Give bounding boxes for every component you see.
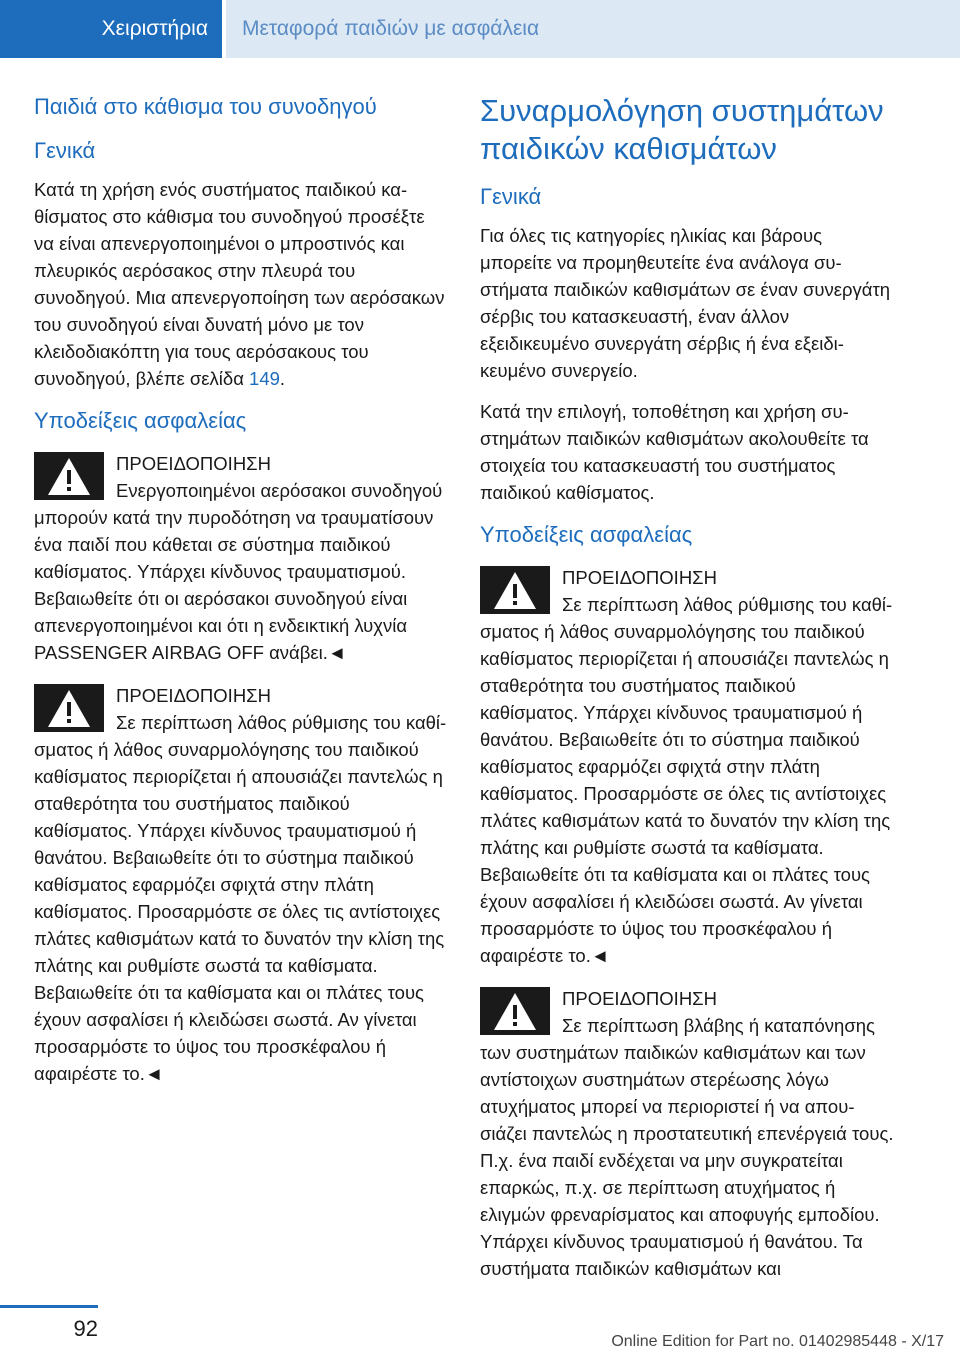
warning-label: ΠΡΟΕΙΔΟΠΟΙΗΣΗ — [562, 988, 717, 1009]
warning-block — [480, 564, 894, 969]
warning-block — [34, 450, 448, 666]
page-link[interactable]: 149 — [249, 368, 280, 389]
safety-heading: Υποδείξεις ασφαλείας — [34, 408, 247, 433]
warning-text: Σε περίπτωση λάθος ρύθμισης του καθίσματος ή λάθος συναρμολόγησης του παιδικού καθίσματος περιορίζεται ή απουσιάζει παντελώς η σταθερότητα του συστήματος παιδικού καθίσματος. Υπάρχει κίνδυνος τραυματισμού ή θανάτου. Βεβαιωθείτε ότι το σύστημα παιδικού καθίσματος εφαρμόζει σφιχτά στην πλάτη καθίσματος. Προσαρμόστε σε όλες τις αντίστοιχες πλάτες καθισμάτων κατά το δυνατόν την κλίση της πλάτης και ρυθμίστε σωστά τα καθίσματα. Βεβαιωθείτε ότι τα καθίσματα και οι πλάτες τους έχουν ασφαλίσει ή κλειδώσει σωστά. Αν γίνεται προσαρμόστε το ύψος του προσκέφαλου ή αφαιρέστε το.◄ — [480, 594, 893, 966]
general-heading: Γενικά — [480, 184, 542, 209]
warning-text: Σε περίπτωση βλάβης ή καταπόνησης των συστημάτων παιδικών καθισμάτων και των αντίστοιχων συστημάτων στερέωσης λόγω ατυχήματος μπορεί να περιοριστεί ή να απουσιάζει παντελώς η προστατευτική επενέργειά τους. Π.χ. ένα παιδί ενδέχεται να μην συγκρατείται επαρκώς, π.χ. σε περίπτωση ατυχήματος ή ελιγμών φρεναρίσματος και αποφυγής εμποδίου. Υπάρχει κίνδυνος τραυματισμού ή θανάτου. Τα συστήματα παιδικών καθισμάτων και — [480, 1015, 894, 1279]
top-bar — [0, 0, 960, 58]
general-paragraph — [34, 176, 448, 392]
safety-heading: Υποδείξεις ασφαλείας — [480, 522, 693, 547]
tab-section[interactable]: Μεταφορά παιδιών με ασφάλεια — [226, 0, 960, 58]
warning-icon — [480, 987, 550, 1035]
general-end: . — [279, 368, 286, 389]
warning-label: ΠΡΟΕΙΔΟΠΟΙΗΣΗ — [116, 453, 271, 474]
warning-icon — [34, 684, 104, 732]
page-number: 92 — [73, 1316, 98, 1341]
left-column — [34, 92, 448, 1103]
warning-label: ΠΡΟΕΙΔΟΠΟΙΗΣΗ — [116, 685, 271, 706]
general-heading: Γενικά — [34, 138, 96, 163]
warning-text: Ενεργοποιημένοι αερόσακοι συνοδηγού μπορούν κατά την πυροδότηση να τραυματίσουν ένα παιδί που κάθεται σε σύστημα παιδικού καθίσματος. Υπάρχει κίνδυνος τραυματισμού. Βεβαιωθείτε ότι οι αερόσακοι συνοδηγού είναι απενεργοποιημένοι και ότι η ενδεικτική λυχνία PASSENGER AIRBAG OFF ανάβει.◄ — [34, 480, 443, 663]
tab-chapter[interactable]: Χειριστήρια — [0, 0, 222, 58]
warning-icon — [480, 566, 550, 614]
warning-text: Σε περίπτωση λάθος ρύθμισης του καθίσματος ή λάθος συναρμολόγησης του παιδικού καθίσματος περιορίζεται ή απουσιάζει παντελώς η σταθερότητα του συστήματος παιδικού καθίσματος. Υπάρχει κίνδυνος τραυματισμού ή θανάτου. Βεβαιωθείτε ότι το σύστημα παιδικού καθίσματος εφαρμόζει σφιχτά στην πλάτη καθίσματος. Προσαρμόστε σε όλες τις αντίστοιχες πλάτες καθισμάτων κατά το δυνατόν την κλίση της πλάτης και ρυθμίστε σωστά τα καθίσματα. Βεβαιωθείτε ότι τα καθίσματα και οι πλάτες τους έχουν ασφαλίσει ή κλειδώσει σωστά. Αν γίνεται προσαρμόστε το ύψος του προσκέφαλου ή αφαιρέστε το.◄ — [34, 712, 447, 1084]
footer-rule — [0, 1305, 98, 1308]
general-text: Κατά τη χρήση ενός συστήματος παιδικού καθίσματος στο κάθισμα του συνοδηγού προσέξτε να είναι απενεργοποιημένοι ο μπροστινός και πλευρικός αερόσακος στην πλευρά του συνοδηγού. Μια απενεργοποίηση των αερόσακων του συνοδηγού είναι δυνατή μόνο με τον κλειδοδιακόπτη για τους αερόσακους του συνοδηγού, βλέπε σελίδα — [34, 179, 445, 389]
warning-icon — [34, 452, 104, 500]
section-title: Παιδιά στο κάθισμα του συνοδηγού — [34, 94, 377, 119]
warning-block — [34, 682, 448, 1087]
paragraph: Κατά την επιλογή, τοποθέτηση και χρήση συστημάτων παιδικών καθισμάτων ακολουθείτε τα στοιχεία του κατασκευαστή του συστήματος παιδικού καθίσματος. — [480, 401, 869, 503]
right-column — [480, 92, 894, 1298]
warning-label: ΠΡΟΕΙΔΟΠΟΙΗΣΗ — [562, 567, 717, 588]
warning-block — [480, 985, 894, 1282]
paragraph: Για όλες τις κατηγορίες ηλικίας και βάρους μπορείτε να προμηθευτείτε ένα ανάλογα συστήματα παιδικών καθισμάτων σε έναν συνεργάτη σέρβις του κατασκευαστή, έναν άλλον εξειδικευμένο συνεργάτη σέρβις ή ένα εξειδικευμένο συνεργείο. — [480, 225, 891, 381]
main-title: Συναρμολόγηση συστημάτων παιδικών καθισμάτων — [480, 93, 884, 166]
edition-footer: Online Edition for Part no. 01402985448 - X/17 — [611, 1333, 944, 1350]
